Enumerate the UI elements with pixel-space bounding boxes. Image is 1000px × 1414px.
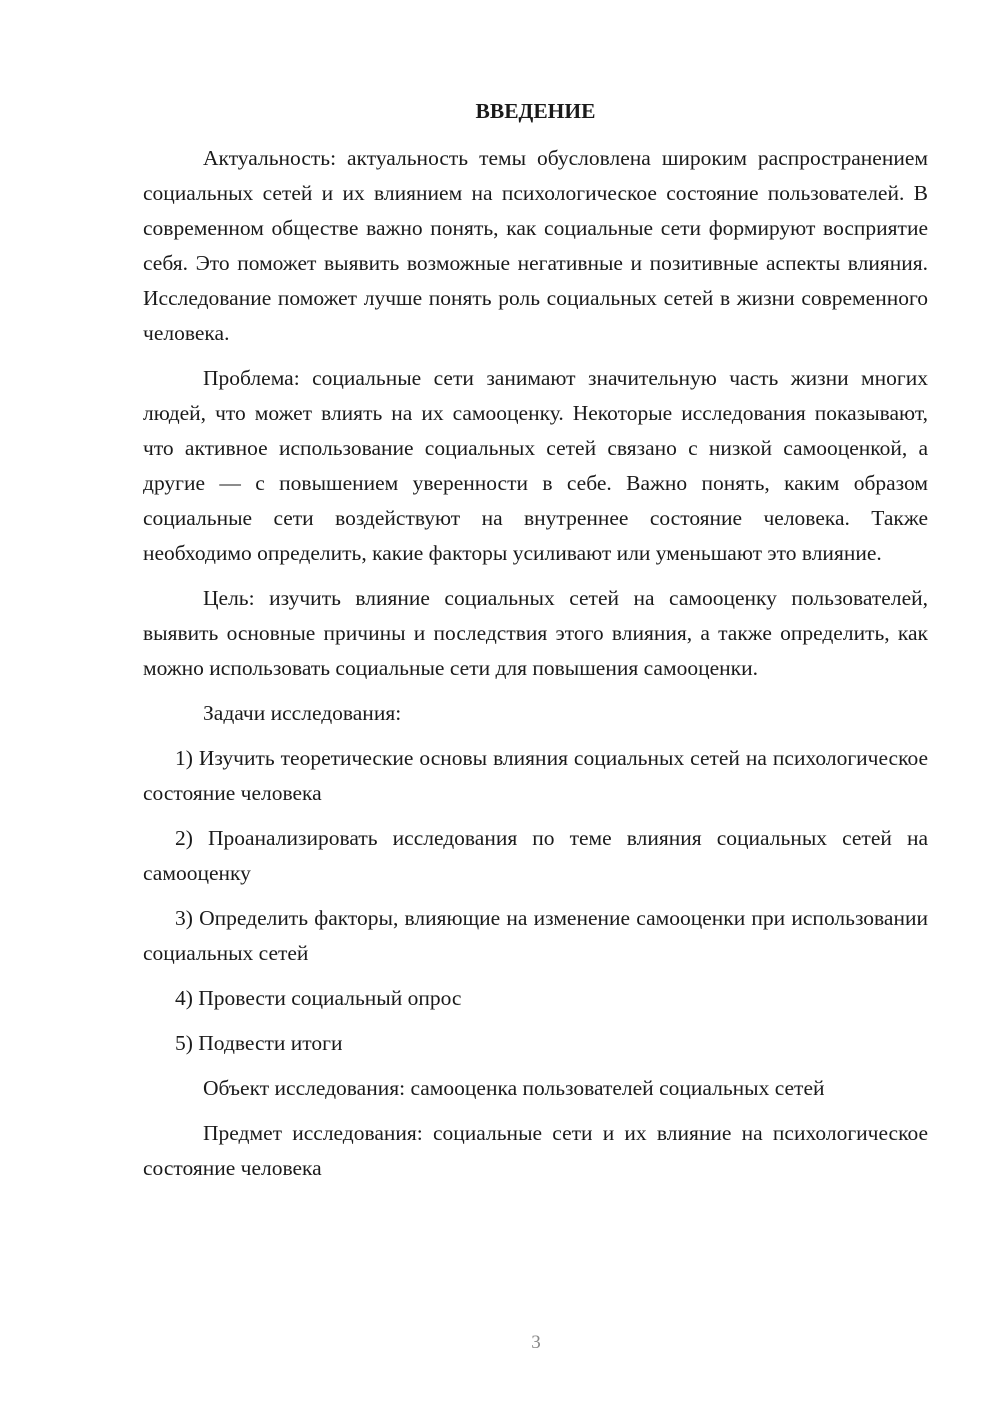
task-item-2: 2) Проанализировать исследования по теме влияния социальных сетей на самооценку — [143, 826, 928, 885]
section-heading: ВВЕДЕНИЕ — [475, 99, 596, 123]
tasks-title: Задачи исследования: — [203, 701, 402, 725]
object-paragraph: Объект исследования: самооценка пользователей социальных сетей — [203, 1076, 825, 1100]
problem-paragraph: Проблема: социальные сети занимают значительную часть жизни многих людей, что может влиять на их самооценку. Некоторые исследования показывают, что активное использование социальных сетей связано с низкой самооценкой, а другие — с повышением уверенности в себе. Важно понять, каким образом социальные сети воздействуют на внутреннее состояние человека. Также необходимо определить, какие факторы усиливают или уменьшают это влияние. — [143, 366, 928, 565]
task-item-1: 1) Изучить теоретические основы влияния социальных сетей на психологическое состояние человека — [143, 746, 928, 805]
document-page — [143, 94, 928, 1196]
task-item-5: 5) Подвести итоги — [175, 1031, 343, 1055]
task-item-4: 4) Провести социальный опрос — [175, 986, 462, 1010]
subject-paragraph: Предмет исследования: социальные сети и их влияние на психологическое состояние человека — [143, 1121, 928, 1180]
task-item-3: 3) Определить факторы, влияющие на изменение самооценки при использовании социальных сетей — [143, 906, 928, 965]
goal-paragraph: Цель: изучить влияние социальных сетей на самооценку пользователей, выявить основные причины и последствия этого влияния, а также определить, как можно использовать социальные сети для повышения самооценки. — [143, 586, 928, 680]
relevance-paragraph: Актуальность: актуальность темы обусловлена широким распространением социальных сетей и их влиянием на психологическое состояние пользователей. В современном обществе важно понять, как социальные сети формируют восприятие себя. Это поможет выявить возможные негативные и позитивные аспекты влияния. Исследование поможет лучше понять роль социальных сетей в жизни современного человека. — [143, 146, 928, 345]
page-number: 3 — [531, 1332, 541, 1353]
